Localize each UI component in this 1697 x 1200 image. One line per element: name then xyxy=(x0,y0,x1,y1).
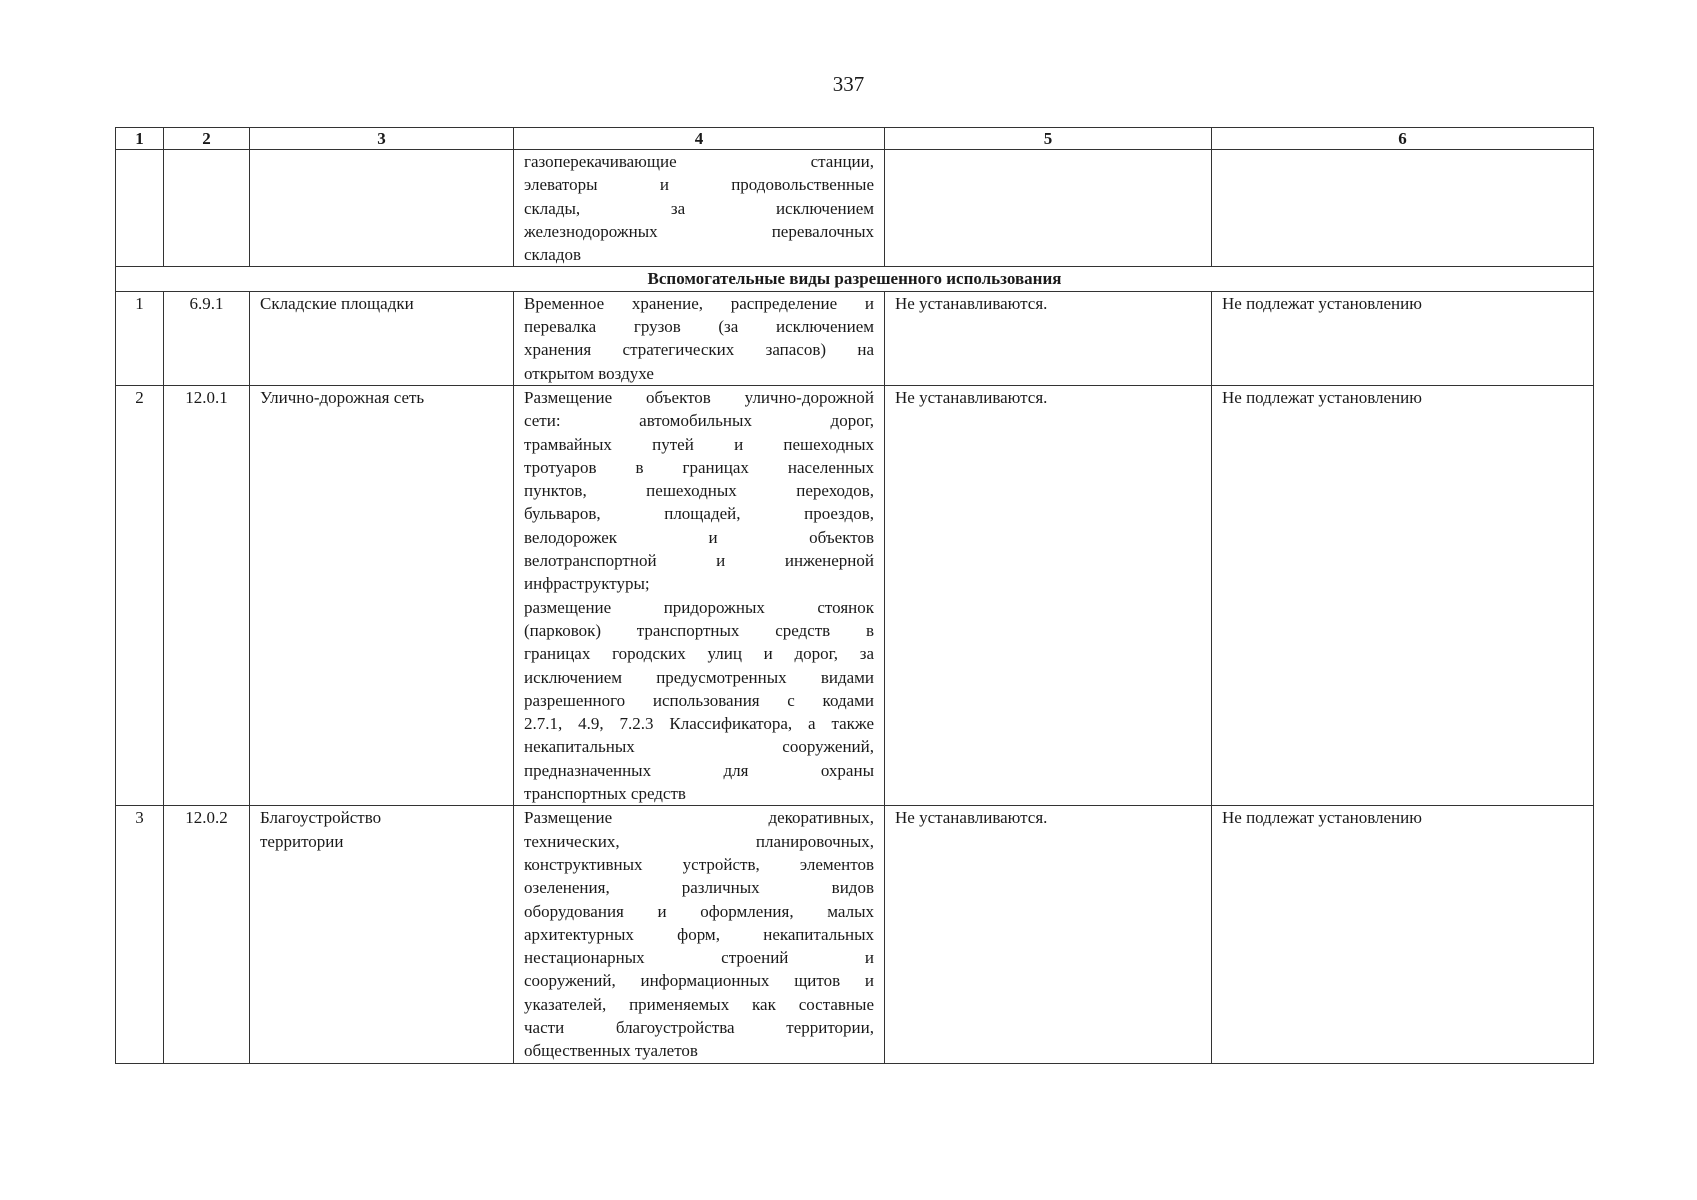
use-code-cell: 6.9.1 xyxy=(164,291,250,385)
use-code-cell: 12.0.1 xyxy=(164,385,250,805)
description-line: исключением предусмотренных видами xyxy=(524,667,874,687)
use-description-cell xyxy=(514,385,885,805)
description-line: указателей, применяемых как составные xyxy=(524,994,874,1014)
description-line: оборудования и оформления, малых xyxy=(524,901,874,921)
description-line: Размещение декоративных, xyxy=(524,808,874,828)
row-number-cell: 1 xyxy=(116,291,164,385)
use-name-line: Улично-дорожная сеть xyxy=(260,387,425,407)
page-number: 337 xyxy=(832,72,865,96)
description-line: некапитальных сооружений, xyxy=(524,737,874,757)
description-line: нестационарных строений и xyxy=(524,948,874,968)
column-number-header-row xyxy=(116,128,1594,150)
description-line: сети: автомобильных дорог, xyxy=(524,411,874,431)
description-line: части благоустройства территории, xyxy=(524,1017,874,1037)
section-title-row xyxy=(116,267,1594,291)
parameters-cell: Не устанавливаются. xyxy=(885,385,1212,805)
use-code-cell: 12.0.2 xyxy=(164,806,250,1063)
table-row xyxy=(116,385,1594,805)
land-use-regulations-table xyxy=(115,127,1594,1064)
row-number-cell: 2 xyxy=(116,385,164,805)
column-header-3: 3 xyxy=(250,128,514,150)
description-line: пунктов, пешеходных переходов, xyxy=(524,481,874,501)
description-line: транспортных средств xyxy=(524,784,686,804)
use-name-line: территории xyxy=(260,831,344,851)
description-line: инфраструктуры; xyxy=(524,574,650,594)
description-line: озеленения, различных видов xyxy=(524,878,874,898)
parameters-cell: Не устанавливаются. xyxy=(885,291,1212,385)
table-row xyxy=(116,291,1594,385)
column-header-2: 2 xyxy=(164,128,250,150)
use-description-cell xyxy=(514,150,885,267)
limits-cell: Не подлежат установлению xyxy=(1212,385,1594,805)
description-line: велотранспортной и инженерной xyxy=(524,551,874,571)
description-line: складов xyxy=(524,245,582,265)
use-code-cell xyxy=(164,150,250,267)
use-name-cell xyxy=(250,291,514,385)
column-header-4: 4 xyxy=(514,128,885,150)
continuation-row xyxy=(116,150,1594,267)
use-description-cell xyxy=(514,806,885,1063)
use-name-line: Складские площадки xyxy=(260,293,414,313)
description-line: железнодорожных перевалочных xyxy=(524,221,874,241)
description-line: Размещение объектов улично-дорожной xyxy=(524,387,874,407)
description-line: общественных туалетов xyxy=(524,1041,698,1061)
row-number-cell: 3 xyxy=(116,806,164,1063)
description-line: бульваров, площадей, проездов, xyxy=(524,504,874,524)
description-line: технических, планировочных, xyxy=(524,831,874,851)
description-line: хранения стратегических запасов) на xyxy=(524,340,874,360)
description-line: сооружений, информационных щитов и xyxy=(524,971,874,991)
description-line: предназначенных для охраны xyxy=(524,760,874,780)
row-number-cell xyxy=(116,150,164,267)
description-line: тротуаров в границах населенных xyxy=(524,457,874,477)
section-title: Вспомогательные виды разрешенного использования xyxy=(116,267,1594,291)
description-line: склады, за исключением xyxy=(524,198,874,218)
description-line: перевалка грузов (за исключением xyxy=(524,317,874,337)
description-line: конструктивных устройств, элементов xyxy=(524,854,874,874)
column-header-1: 1 xyxy=(116,128,164,150)
use-name-cell xyxy=(250,806,514,1063)
description-line: границах городских улиц и дорог, за xyxy=(524,644,874,664)
table-row xyxy=(116,806,1594,1063)
description-line: архитектурных форм, некапитальных xyxy=(524,924,874,944)
limits-cell xyxy=(1212,150,1594,267)
description-line: Временное хранение, распределение и xyxy=(524,293,874,313)
limits-cell: Не подлежат установлению xyxy=(1212,291,1594,385)
description-line: элеваторы и продовольственные xyxy=(524,175,874,195)
description-line: размещение придорожных стоянок xyxy=(524,597,874,617)
description-line: газоперекачивающие станции, xyxy=(524,152,874,171)
description-line: 2.7.1, 4.9, 7.2.3 Классификатора, а также xyxy=(524,714,874,734)
description-line: велодорожек и объектов xyxy=(524,527,874,547)
description-line: (парковок) транспортных средств в xyxy=(524,620,874,640)
description-line: открытом воздухе xyxy=(524,363,654,383)
parameters-cell xyxy=(885,150,1212,267)
use-description-cell xyxy=(514,291,885,385)
use-name-line: Благоустройство xyxy=(260,808,382,828)
parameters-cell: Не устанавливаются. xyxy=(885,806,1212,1063)
description-line: трамвайных путей и пешеходных xyxy=(524,434,874,454)
description-line: разрешенного использования с кодами xyxy=(524,690,874,710)
column-header-5: 5 xyxy=(885,128,1212,150)
use-name-cell xyxy=(250,150,514,267)
limits-cell: Не подлежат установлению xyxy=(1212,806,1594,1063)
column-header-6: 6 xyxy=(1212,128,1594,150)
use-name-cell xyxy=(250,385,514,805)
